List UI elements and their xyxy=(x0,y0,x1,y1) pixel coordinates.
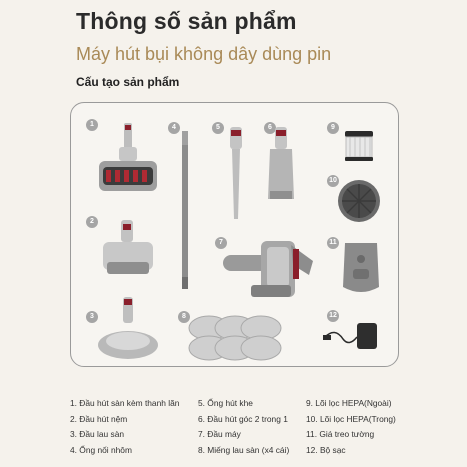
charger-image xyxy=(321,315,381,355)
wall-bracket-image xyxy=(339,241,383,297)
floor-brush-roller-image xyxy=(93,121,163,201)
list-item: 11. Giá treo tường xyxy=(306,429,375,439)
marker-6: 6 xyxy=(264,122,276,134)
marker-1: 1 xyxy=(86,119,98,131)
list-item: 6. Đầu hút góc 2 trong 1 xyxy=(198,413,288,424)
marker-4: 4 xyxy=(168,122,180,134)
hepa-outer-filter-image xyxy=(341,127,377,163)
mattress-head-image xyxy=(93,218,163,283)
list-item: 2. Đầu hút nệm xyxy=(70,413,128,424)
list-item: 3. Đầu lau sàn xyxy=(70,429,125,439)
crevice-tool-image xyxy=(226,127,246,222)
marker-12: 12 xyxy=(327,310,339,322)
marker-3: 3 xyxy=(86,311,98,323)
hepa-inner-filter-image xyxy=(336,178,382,224)
marker-11: 11 xyxy=(327,237,339,249)
list-item: 4. Ống nối nhôm xyxy=(70,444,132,455)
marker-2: 2 xyxy=(86,216,98,228)
list-item: 5. Ống hút khe xyxy=(198,398,253,408)
mop-head-image xyxy=(93,295,163,363)
marker-7: 7 xyxy=(215,237,227,249)
list-item: 10. Lõi lọc HEPA(Trong) xyxy=(306,413,396,424)
list-item: 8. Miếng lau sàn (x4 cái) xyxy=(198,444,290,455)
marker-5: 5 xyxy=(212,122,224,134)
product-subtitle: Máy hút bụi không dây dùng pin xyxy=(76,44,332,64)
list-item: 12. Bộ sạc xyxy=(306,444,346,455)
mop-pads-image xyxy=(187,313,287,363)
parts-column-2 xyxy=(198,396,289,458)
aluminium-tube-image xyxy=(178,131,192,291)
two-in-one-brush-image xyxy=(264,127,298,205)
list-item: 9. Lõi lọc HEPA(Ngoài) xyxy=(306,398,392,408)
components-panel xyxy=(70,102,399,367)
marker-10: 10 xyxy=(327,175,339,187)
marker-8: 8 xyxy=(178,311,190,323)
marker-9: 9 xyxy=(327,122,339,134)
list-item: 7. Đầu máy xyxy=(198,429,241,439)
section-heading: Cấu tạo sản phẩm xyxy=(76,75,180,89)
page-title: Thông số sản phẩm xyxy=(76,8,297,34)
list-item: 1. Đầu hút sàn kèm thanh lăn xyxy=(70,398,180,408)
parts-column-3 xyxy=(306,396,396,458)
main-unit-image xyxy=(221,235,321,303)
parts-column-1 xyxy=(70,396,179,458)
